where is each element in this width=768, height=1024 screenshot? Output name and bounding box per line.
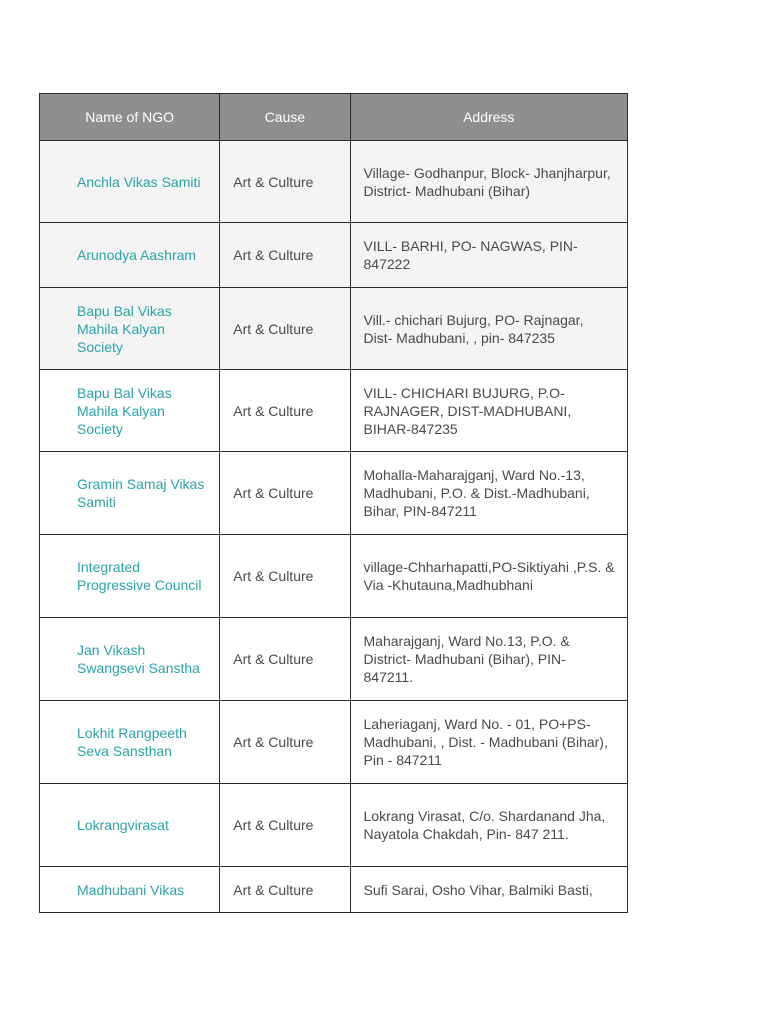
cause-cell: Art & Culture xyxy=(220,701,350,784)
table-row xyxy=(40,701,628,784)
table-row xyxy=(40,288,628,370)
address-cell: Mohalla-Maharajganj, Ward No.-13, Madhubani, P.O. & Dist.-Madhubani, Bihar, PIN-847211 xyxy=(350,452,627,535)
table-header-row xyxy=(40,94,628,141)
address-cell: Lokrang Virasat, C/o. Shardanand Jha, Nayatola Chakdah, Pin- 847 211. xyxy=(350,784,627,867)
table-row xyxy=(40,370,628,452)
table-row xyxy=(40,452,628,535)
table-row xyxy=(40,223,628,288)
ngo-name-cell: Integrated Progressive Council xyxy=(40,535,220,618)
table-row xyxy=(40,141,628,223)
address-cell: Maharajganj, Ward No.13, P.O. & District- Madhubani (Bihar), PIN-847211. xyxy=(350,618,627,701)
address-cell: Laheriaganj, Ward No. - 01, PO+PS-Madhubani, , Dist. - Madhubani (Bihar), Pin - 847211 xyxy=(350,701,627,784)
ngo-name-cell: Anchla Vikas Samiti xyxy=(40,141,220,223)
table-row xyxy=(40,784,628,867)
table-row xyxy=(40,867,628,913)
cause-cell: Art & Culture xyxy=(220,223,350,288)
header-address: Address xyxy=(350,94,627,141)
ngo-name-cell: Bapu Bal Vikas Mahila Kalyan Society xyxy=(40,288,220,370)
header-cause: Cause xyxy=(220,94,350,141)
header-name-of-ngo: Name of NGO xyxy=(40,94,220,141)
address-cell: VILL- CHICHARI BUJURG, P.O-RAJNAGER, DIST-MADHUBANI, BIHAR-847235 xyxy=(350,370,627,452)
cause-cell: Art & Culture xyxy=(220,452,350,535)
ngo-name-cell: Jan Vikash Swangsevi Sanstha xyxy=(40,618,220,701)
cause-cell: Art & Culture xyxy=(220,141,350,223)
ngo-name-cell: Bapu Bal Vikas Mahila Kalyan Society xyxy=(40,370,220,452)
table-row xyxy=(40,618,628,701)
ngo-name-cell: Gramin Samaj Vikas Samiti xyxy=(40,452,220,535)
ngo-name-cell: Madhubani Vikas xyxy=(40,867,220,913)
address-cell: village-Chharhapatti,PO-Siktiyahi ,P.S. & Via -Khutauna,Madhubhani xyxy=(350,535,627,618)
cause-cell: Art & Culture xyxy=(220,535,350,618)
cause-cell: Art & Culture xyxy=(220,784,350,867)
table-row xyxy=(40,535,628,618)
ngo-name-cell: Lokhit Rangpeeth Seva Sansthan xyxy=(40,701,220,784)
cause-cell: Art & Culture xyxy=(220,867,350,913)
cause-cell: Art & Culture xyxy=(220,288,350,370)
ngo-name-cell: Arunodya Aashram xyxy=(40,223,220,288)
address-cell: Vill.- chichari Bujurg, PO- Rajnagar, Dist- Madhubani, , pin- 847235 xyxy=(350,288,627,370)
cause-cell: Art & Culture xyxy=(220,370,350,452)
ngo-table xyxy=(39,93,628,913)
ngo-name-cell: Lokrangvirasat xyxy=(40,784,220,867)
cause-cell: Art & Culture xyxy=(220,618,350,701)
address-cell: Village- Godhanpur, Block- Jhanjharpur, District- Madhubani (Bihar) xyxy=(350,141,627,223)
address-cell: VILL- BARHI, PO- NAGWAS, PIN-847222 xyxy=(350,223,627,288)
address-cell: Sufi Sarai, Osho Vihar, Balmiki Basti, xyxy=(350,867,627,913)
